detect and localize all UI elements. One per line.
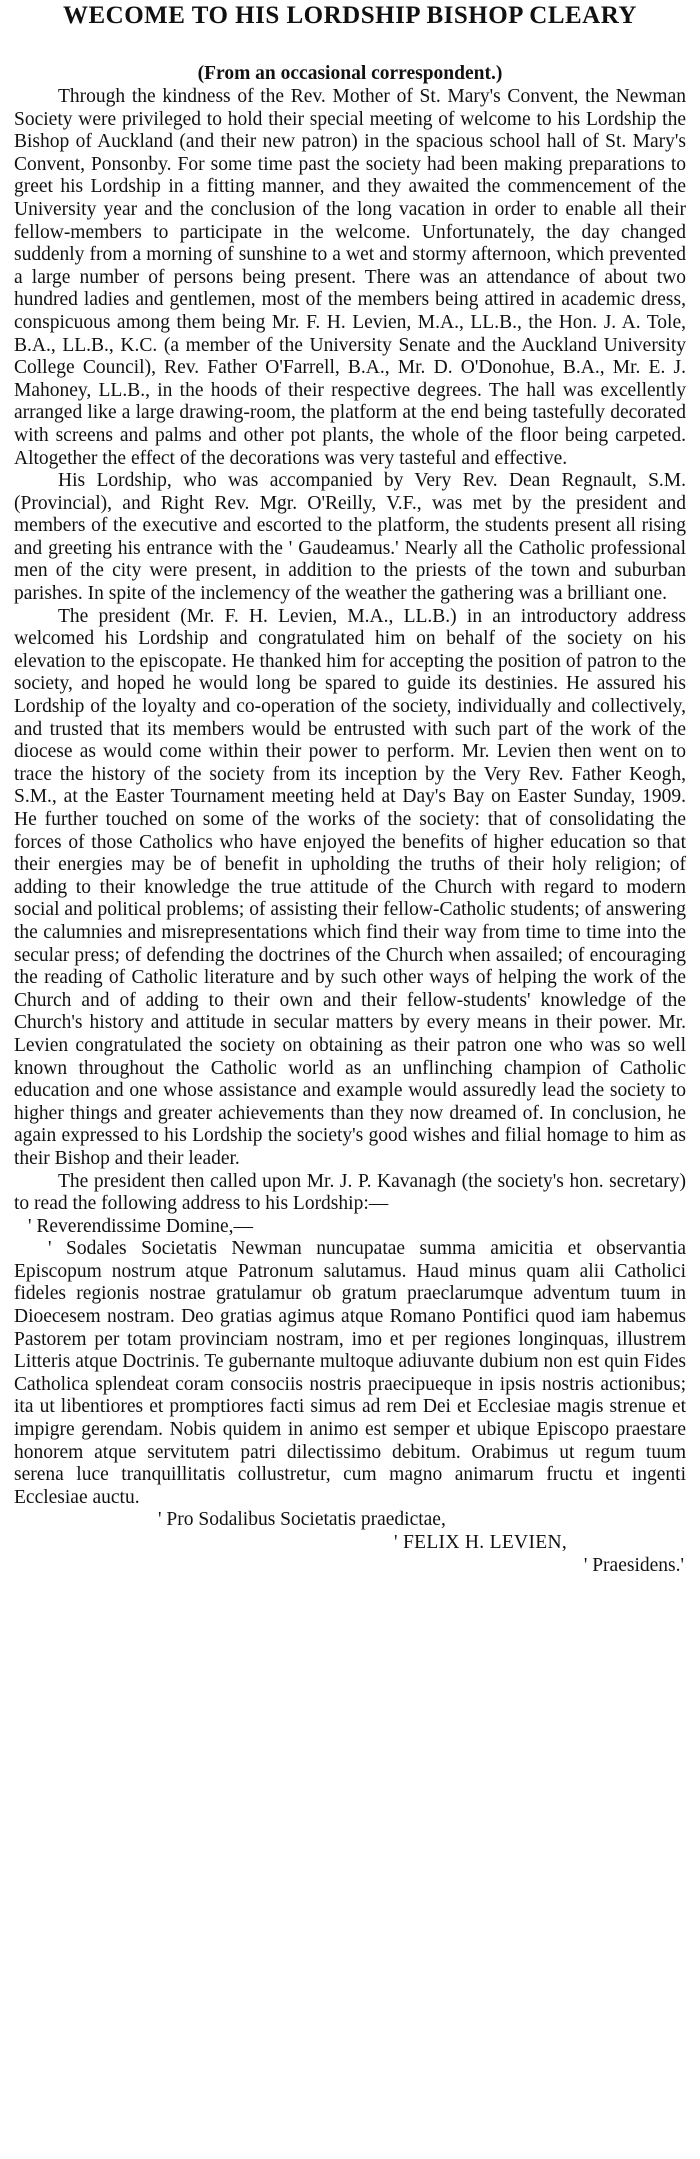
- signature-name: ' FELIX H. LEVIEN,: [394, 1532, 568, 1553]
- article-headline: WECOME TO HIS LORDSHIP BISHOP CLEARY: [63, 2, 637, 29]
- paragraph-president-address: The president (Mr. F. H. Levien, M.A., LL.B.) in an introductory address welcomed his Lordship and congratulated him on behalf of the society on his elevation to the episcopate. He thanked him for accepting the position of patron to the society, and hoped he would long be spared to guide its destinies. He assured his Lordship of the loyalty and co-operation of the society, individually and collectively, and trusted that its members would be entrusted with such part of the work of the diocese as would come within their power to perform. Mr. Levien then went on to trace the history of the society from its inception by the Very Rev. Father Keogh, S.M., at the Easter Tournament meeting held at Day's Bay on Easter Sunday, 1909. He further touched on some of the works of the society: that of consolidating the forces of those Catholics who have enjoyed the benefits of higher education so that their energies may be of benefit in upholding the truths of their holy religion; of adding to their knowledge the true attitude of the Church with regard to modern social and political problems; of assisting their fellow-Catholic students; of answering the calumnies and misrepresentations which find their way from time to time into the secular press; of defending the doctrines of the Church when assailed; of encouraging the reading of Catholic literature and by such other ways of helping the work of the Church and of adding to their own and their fellow-students' knowledge of the Church's history and attitude in secular matters by every means in their power. Mr. Levien congratulated the society on obtaining as their patron one who was so well known throughout the Catholic world as an unflinching champion of Catholic education and one whose assistance and example would assuredly lead the society to higher things and greater achievements than they now dreamed of. In conclusion, he again expressed to his Lordship the society's good wishes and filial homage to him as their Bishop and their leader.: [14, 605, 686, 1169]
- paragraph-intro: Through the kindness of the Rev. Mother of St. Mary's Convent, the Newman Society were privileged to hold their special meeting of welcome to his Lordship the Bishop of Auckland (and their new patron) in the spacious school hall of St. Mary's Convent, Ponsonby. For some time past the society had been making preparations to greet his Lordship in a fitting manner, and they awaited the commencement of the University year and the conclusion of the long vacation in order to enable all their fellow-members to participate in the welcome. Unfortunately, the day changed suddenly from a morning of sunshine to a wet and stormy afternoon, which prevented a large number of persons being present. There was an attendance of about two hundred ladies and gentlemen, most of the members being attired in academic dress, conspicuous among them being Mr. F. H. Levien, M.A., LL.B., the Hon. J. A. Tole, B.A., LL.B., K.C. (a member of the University Senate and the Auckland University College Council), Rev. Father O'Farrell, B.A., Mr. D. O'Donohue, B.A., Mr. E. J. Mahoney, LL.B., in the hoods of their respective degrees. The hall was excellently arranged like a large drawing-room, the platform at the end being tastefully decorated with screens and palms and other pot plants, the whole of the floor being carpeted. Altogether the effect of the decorations was very tasteful and effective.: [14, 86, 686, 469]
- address-salutation: ' Reverendissime Domine,—: [28, 1215, 254, 1237]
- paragraph-secretary: The president then called upon Mr. J. P. Kavanagh (the society's hon. secretary) to read the following address to his Lordship:—: [14, 1170, 686, 1215]
- article-byline: (From an occasional correspondent.): [197, 63, 503, 84]
- address-latin-body: ' Sodales Societatis Newman nuncupatae summa amicitia et observantia Episcopum nostrum atque Patronum salutamus. Haud minus quam alii Catholici fideles regionis nostrae gratulamur ob gratum praeclarumque adventum tuum in Dioecesem nostram. Deo gratias agimus atque Romano Pontifici quod iam habemus Pastorem per totam provinciam nostram, imo et per regiones longinquas, illustrem Litteris atque Doctrinis. Te gubernante multoque adiuvante dubium non est quin Fides Catholica splendeat coram consociis nostris praecipueque in ipsis nostris actionibus; ita ut libentiores et promptiores facti simus ad rem Dei et Ecclesiae magis strenue et impigre gerendam. Nobis quidem in animo est semper et ubique Episcopo praestare honorem atque servitutem patri dilectissimo debitum. Orabimus ut regum tuum serena luce tranquillitatis collustretur, cum magno animarum fructu et ingenti Ecclesiae auctu.: [14, 1238, 686, 1508]
- signature-title: ' Praesidens.': [583, 1554, 684, 1576]
- signature-line: ' Pro Sodalibus Societatis praedictae,: [158, 1509, 446, 1531]
- paragraph-arrival: His Lordship, who was accompanied by Very Rev. Dean Regnault, S.M. (Provincial), and Right Rev. Mgr. O'Reilly, V.F., was met by the president and members of the executive and escorted to the platform, the students present all rising and greeting his entrance with the ' Gaudeamus.' Nearly all the Catholic professional men of the city were present, in addition to the priests of the town and suburban parishes. In spite of the inclemency of the weather the gathering was a brilliant one.: [14, 470, 686, 605]
- article-body: [14, 86, 686, 1577]
